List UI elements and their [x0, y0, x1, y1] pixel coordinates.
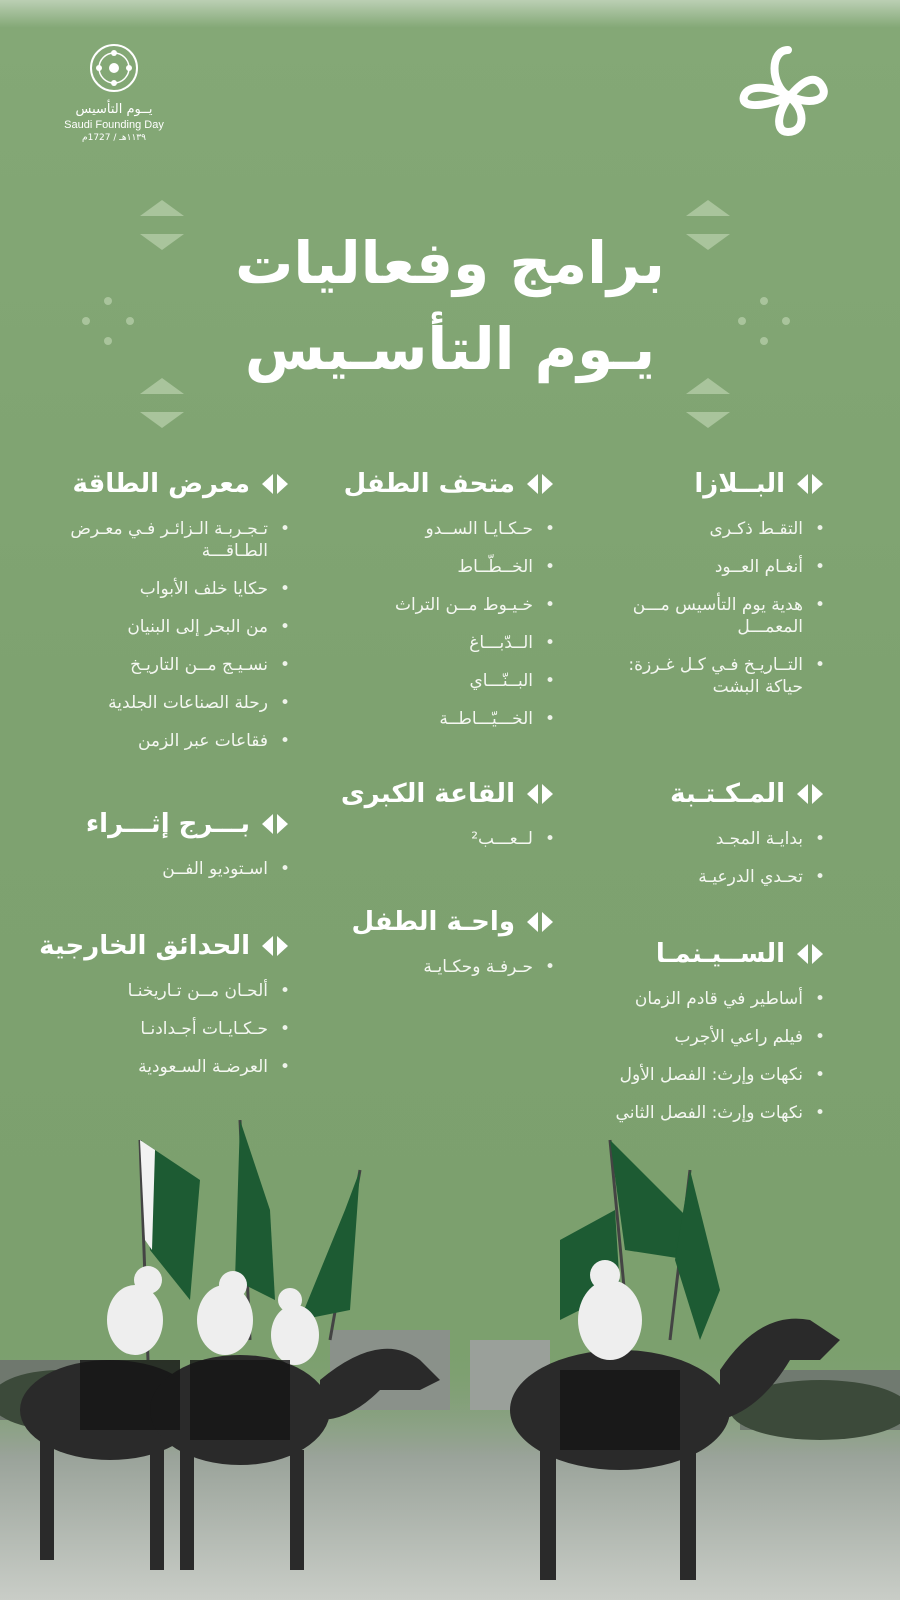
section-heading: المـكـتـبة [670, 779, 785, 809]
double-chevron-icon [260, 812, 290, 836]
founding-day-logo [58, 42, 170, 144]
list-item: • تـجـربـة الـزائـر فـي معـرض الطـاقـــة [70, 518, 290, 562]
list-item: • الخـــيّـــاطــة [345, 708, 555, 730]
section-heading: بـــرج إثـــراء [85, 809, 250, 839]
list-item: • لــعـــب² [345, 828, 555, 850]
list-item: • العرضـة السـعودية [70, 1056, 290, 1078]
list-item: • نكهات وإرث: الفصل الأول [575, 1064, 825, 1086]
brand-knot-icon [730, 44, 850, 136]
section-heading: معرض الطاقة [72, 469, 250, 499]
section-cinema [575, 936, 825, 1124]
list-item: • حـكـايـا الســدو [345, 518, 555, 540]
list-item: • الــدّبـــاغ [345, 632, 555, 654]
list-item: • خـيـوط مــن التراث [345, 594, 555, 616]
section-heading: متحف الطفل [343, 469, 515, 499]
logo-years: ١١٣٩هـ / 1727م [82, 133, 146, 143]
section-heading: الســيـنمـا [655, 939, 785, 969]
section-children-museum [345, 466, 555, 730]
list-item: • بدايـة المجـد [605, 828, 825, 850]
section-heading: القاعة الكبرى [340, 779, 515, 809]
double-chevron-icon [525, 782, 555, 806]
list-item: • حـرفـة وحكـايـة [345, 956, 555, 978]
section-children-oasis [345, 904, 555, 978]
camel-riders-photo [0, 1120, 900, 1600]
list-item: • فقاعات عبر الزمن [70, 730, 290, 752]
list-item: • رحلة الصناعات الجلدية [70, 692, 290, 714]
list-item: • تحـدي الدرعيـة [605, 866, 825, 888]
list-item: • من البحر إلى البنيان [70, 616, 290, 638]
list-item: • البــنّـــاي [345, 670, 555, 692]
section-plaza [605, 466, 825, 698]
double-chevron-icon [795, 942, 825, 966]
list-item: • أساطير في قادم الزمان [575, 988, 825, 1010]
list-item: • التــاريـخ فـي كـل غـرزة: حياكة البشت [605, 654, 825, 698]
list-item: • اسـتوديو الفــن [70, 858, 290, 880]
poster-title-line2: يـوم التأسـيس [244, 315, 656, 383]
double-chevron-icon [795, 472, 825, 496]
list-item: • أنغـام العــود [605, 556, 825, 578]
list-item: • نسـيـج مــن التاريـخ [70, 654, 290, 676]
list-item: • فيلم راعي الأجرب [575, 1026, 825, 1048]
section-grand-hall [340, 776, 555, 850]
section-ithra-tower [70, 806, 290, 880]
list-item: • حـكـايـات أجـدادنـا [70, 1018, 290, 1040]
poster-title-line1: برامج وفعاليات [235, 229, 665, 297]
double-chevron-icon [525, 472, 555, 496]
logo-arabic-text: يــوم التأسيس [75, 102, 153, 117]
list-item: • الخــطّــاط [345, 556, 555, 578]
list-item: • حكايا خلف الأبواب [70, 578, 290, 600]
section-outdoor-gardens [39, 928, 290, 1078]
founding-day-emblem-icon [88, 42, 140, 94]
logo-english-text: Saudi Founding Day [64, 119, 164, 131]
list-item: • التقـط ذكـرى [605, 518, 825, 540]
section-heading: البــلازا [694, 469, 785, 499]
double-chevron-icon [525, 910, 555, 934]
double-chevron-icon [260, 472, 290, 496]
section-library [605, 776, 825, 888]
double-chevron-icon [260, 934, 290, 958]
double-chevron-icon [795, 782, 825, 806]
list-item: • هدية يوم التأسيس مـــن المعمـــل [605, 594, 825, 638]
section-heading: الحدائق الخارجية [39, 931, 250, 961]
section-heading: واحـة الطفل [351, 907, 515, 937]
section-energy-exhibition [70, 466, 290, 752]
list-item: • ألحـان مــن تـاريخنـا [70, 980, 290, 1002]
torn-paper-edge [0, 0, 900, 28]
list-item: • نكهات وإرث: الفصل الثاني [575, 1102, 825, 1124]
